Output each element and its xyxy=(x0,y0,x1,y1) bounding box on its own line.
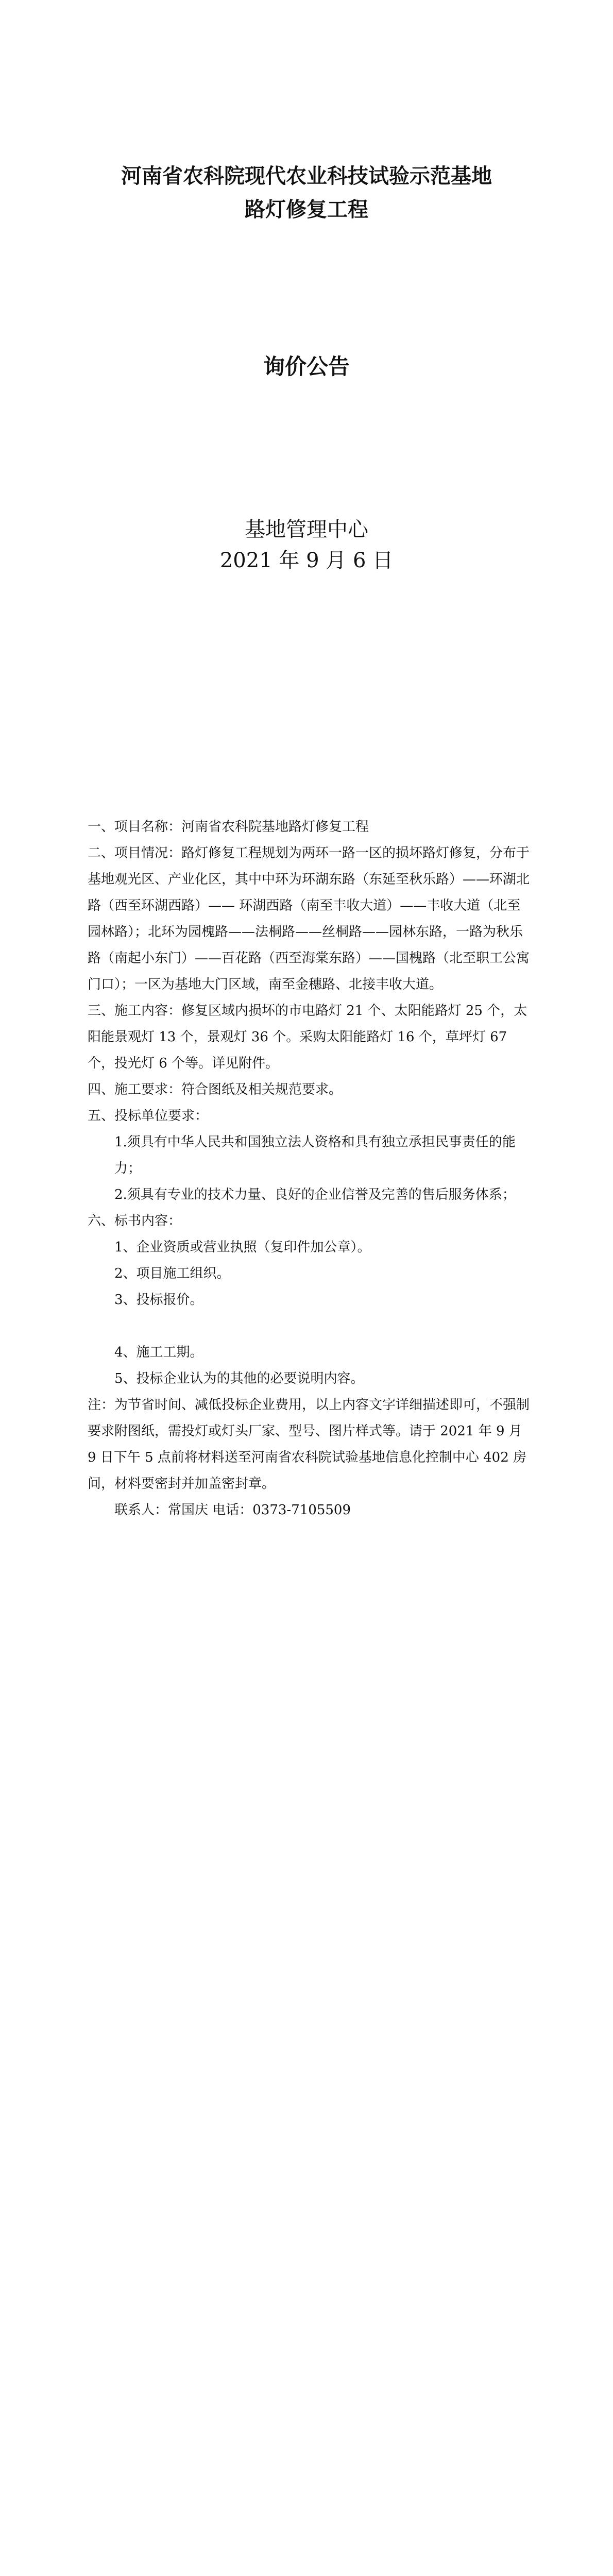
item-construction-content: 三、施工内容：修复区域内损坏的市电路灯 21 个、太阳能路灯 25 个，太阳能景观灯 13 个，景观灯 36 个。采购太阳能路灯 16 个，草坪灯 67 个，投光灯 6 个等。详见附件。 xyxy=(88,1003,527,1071)
bid-content-3: 3、投标报价。 xyxy=(114,1292,203,1308)
bid-content-4: 4、施工工期。 xyxy=(114,1345,203,1360)
item-bid-content: 六、标书内容： xyxy=(88,1213,182,1229)
note: 注：为节省时间、减低投标企业费用，以上内容文字详细描述即可，不强制要求附图纸，需投灯或灯头厂家、型号、图片样式等。请于 2021 年 9 月 9 日下午 5 点前将材料送至河南省农科院试验基地信息化控制中心 402 房间，材料要密封并加盖密封章。 xyxy=(88,1397,530,1492)
notice-title: 询价公告 xyxy=(263,354,350,379)
bid-content-5: 5、投标企业认为的其他的必要说明内容。 xyxy=(114,1371,364,1386)
organization: 基地管理中心 xyxy=(245,518,368,541)
item-bidder-requirements: 五、投标单位要求： xyxy=(88,1108,209,1124)
bid-content-2: 2、项目施工组织。 xyxy=(114,1266,230,1281)
item-project-situation: 二、项目情况：路灯修复工程规划为两环一路一区的损坏路灯修复，分布于基地观光区、产业化区，其中中环为环湖东路（东延至秋乐路）——环湖北路（西至环湖西路）—— 环湖西路（南至丰收大道）——丰收大道（北至园林路）；北环为园槐路——法桐路——丝桐路——园林东路，一路为秋乐路（南起小东门）——百花路（西至海棠东路）——国槐路（北至职工公寓门口）；一区为基地大门区域，南至金穗路、北接丰收大道。 xyxy=(88,845,530,992)
project-title-line2: 路灯修复工程 xyxy=(245,197,368,222)
item-project-name: 一、项目名称：河南省农科院基地路灯修复工程 xyxy=(88,819,369,835)
notice-body xyxy=(88,814,531,1523)
issue-date: 2021 年 9 月 6 日 xyxy=(219,549,394,572)
bid-content-1: 1、企业资质或营业执照（复印件加公章）。 xyxy=(114,1240,371,1255)
contact: 联系人：常国庆 电话：0373-7105509 xyxy=(114,1502,351,1518)
bidder-req-2: 2.须具有专业的技术力量、良好的企业信誉及完善的售后服务体系； xyxy=(114,1187,516,1202)
item-construction-requirement: 四、施工要求：符合图纸及相关规范要求。 xyxy=(88,1082,343,1097)
bidder-req-1: 1.须具有中华人民共和国独立法人资格和具有独立承担民事责任的能力； xyxy=(114,1134,516,1176)
project-title-line1: 河南省农科院现代农业科技试验示范基地 xyxy=(121,164,492,188)
